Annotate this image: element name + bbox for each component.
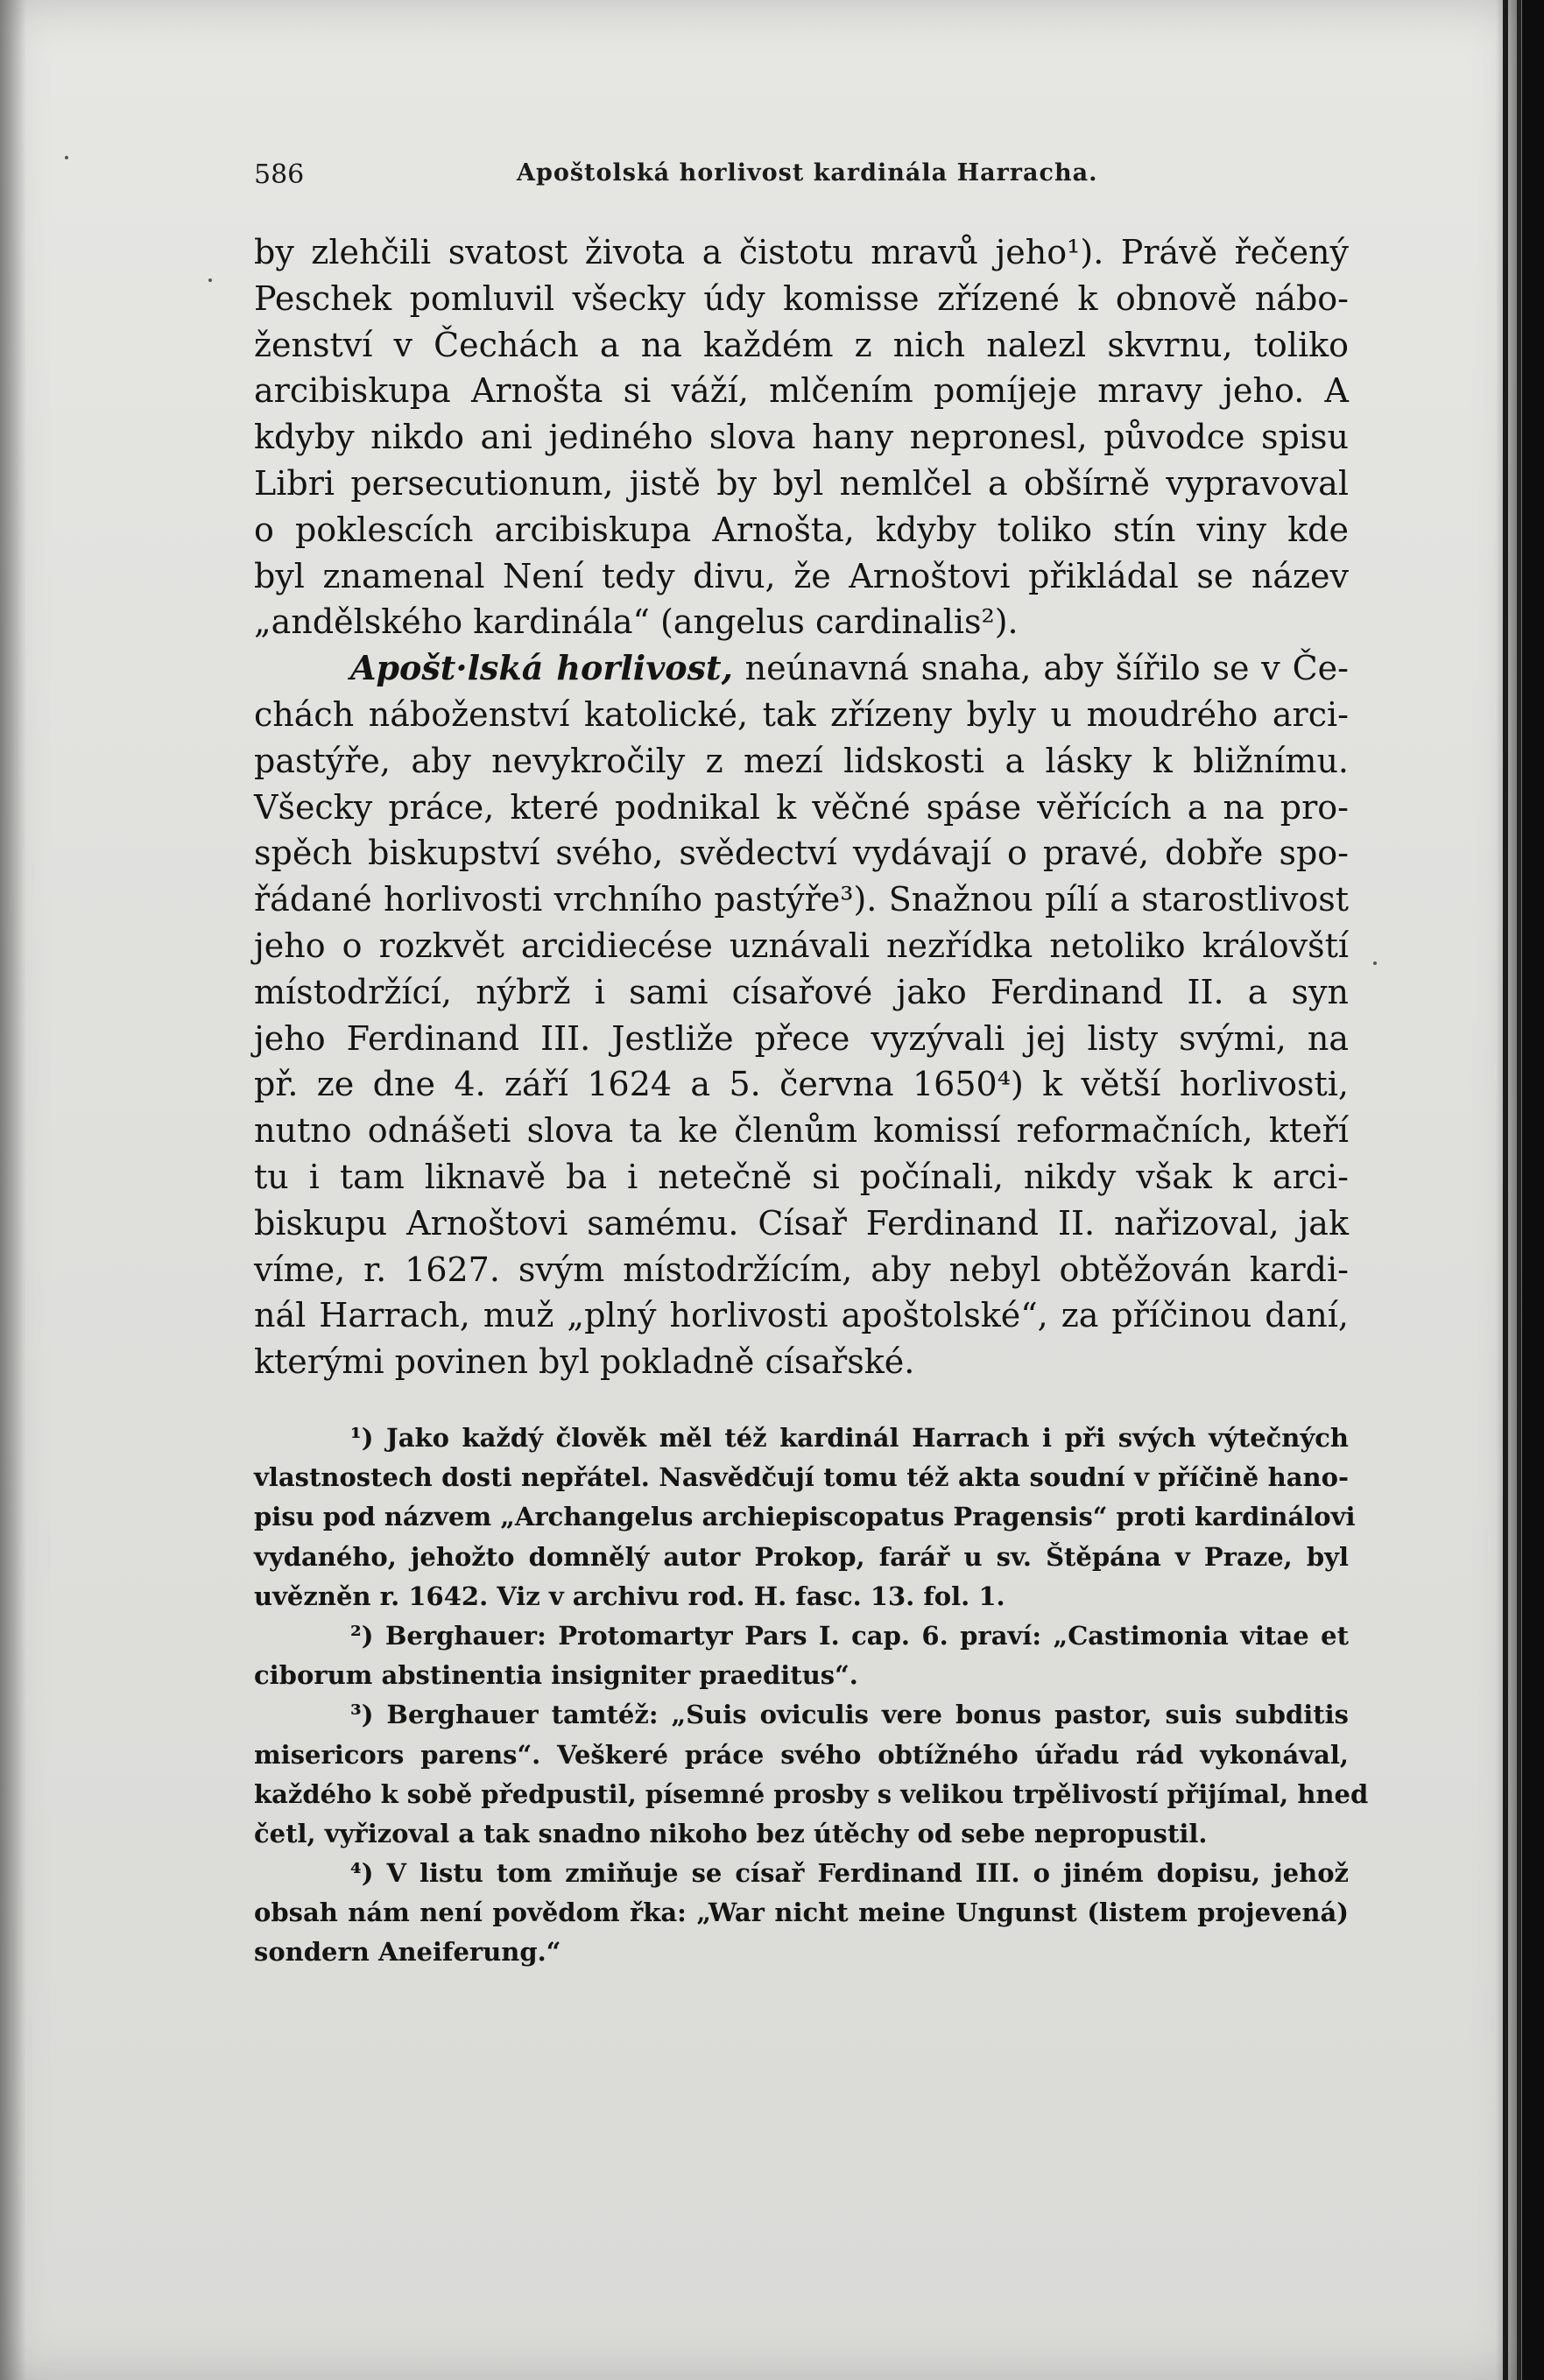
footnote-line: misericors parens“. Veškeré práce svého obtížného úřadu rád vykonával,: [254, 1739, 1349, 1770]
italic-lead: Apošt·lská horlivost,: [350, 648, 733, 688]
body-line: jeho Ferdinand III. Jestliže přece vyzývali jej listy svými, na: [254, 1018, 1349, 1058]
body-line-rest: neúnavná snaha, aby šířilo se v Če-: [744, 649, 1349, 688]
footnote-line: každého k sobě předpustil, písemné prosby s velikou trpělivostí přijímal, hned: [254, 1778, 1369, 1809]
body-line: chách náboženství katolické, tak zřízeny byly u moudrého arci-: [254, 694, 1349, 734]
paragraph-first-line: [254, 645, 1349, 692]
body-line: tu i tam liknavě ba i netečně si počínali, nikdy však k arci-: [254, 1157, 1349, 1196]
body-line: byl znamenal Není tedy divu, že Arnoštovi přikládal se název: [254, 556, 1349, 595]
footnotes: [254, 1419, 1369, 1973]
body-line: nál Harrach, muž „plný horlivosti apoštolské“, za příčinou daní,: [254, 1296, 1349, 1335]
footnote-line: ⁴) V listu tom zmiňuje se císař Ferdinand III. o jiném dopisu, jehož: [350, 1858, 1349, 1889]
footnote-line: sondern Aneiferung.“: [254, 1937, 561, 1968]
footnote-line: ³) Berghauer tamtéž: „Suis oviculis vere bonus pastor, suis subditis: [350, 1700, 1349, 1730]
body-line: ženství v Čechách a na každém z nich nalezl skvrnu, toliko: [254, 325, 1349, 364]
footnote-line: vydaného, jehožto domnělý autor Prokop, farář u sv. Štěpána v Praze, byl: [254, 1541, 1349, 1572]
right-edge-line-outer: [1517, 0, 1521, 2380]
body-line: Peschek pomluvil všecky údy komisse zřízené k obnově nábo-: [254, 278, 1349, 318]
page-number: 586: [254, 159, 305, 190]
footnote-line: uvězněn r. 1642. Viz v archivu rod. H. fasc. 13. fol. 1.: [254, 1581, 1005, 1611]
body-line: nutno odnášeti slova ta ke členům komissí reformačních, kteří: [254, 1111, 1349, 1151]
print-speck: [65, 156, 68, 159]
body-line: pastýře, aby nevykročily z mezí lidskosti a lásky k bližnímu.: [254, 741, 1349, 780]
body-line: víme, r. 1627. svým místodržícím, aby nebyl obtěžován kardi-: [254, 1250, 1349, 1289]
footnote-line: vlastnostech dosti nepřátel. Nasvědčují tomu též akta soudní v příčině hano-: [254, 1462, 1349, 1493]
footnote-line: ¹) Jako každý člověk měl též kardinál Harrach i při svých výtečných: [350, 1423, 1349, 1453]
body-line: řádané horlivosti vrchního pastýře³). Snažnou pílí a starostlivost: [254, 880, 1349, 919]
right-edge-line: [1503, 0, 1508, 2380]
body-line: kdyby nikdo ani jediného slova hany nepronesl, původce spisu: [254, 418, 1349, 457]
footnote-line: ciborum abstinentia insigniter praeditus“.: [254, 1660, 858, 1691]
body-line: arcibiskupa Arnošta si váží, mlčením pomíjeje mravy jeho. A: [254, 371, 1349, 411]
print-speck: [1373, 961, 1377, 965]
body-line: spěch biskupství svého, svědectví vydávají o pravé, dobře spo-: [254, 834, 1349, 873]
running-title: Apoštolská horlivost kardinála Harracha.: [517, 159, 1098, 187]
footnote-line: četl, vyřizoval a tak snadno nikoho bez útěchy od sebe nepropustil.: [254, 1818, 1208, 1848]
body-line: Všecky práce, které podnikal k věčné spáse věřících a na pro-: [254, 787, 1349, 827]
body-line: by zlehčili svatost života a čistotu mravů jeho¹). Právě řečený: [254, 233, 1349, 271]
body-line: biskupu Arnoštovi samému. Císař Ferdinand II. nařizoval, jak: [254, 1203, 1349, 1243]
body-line: jeho o rozkvět arcidiecése uznávali nezřídka netoliko královští: [254, 926, 1349, 965]
footnote-line: pisu pod názvem „Archangelus archiepiscopatus Pragensis“ proti kardinálovi: [254, 1502, 1356, 1532]
page-header: [254, 159, 1349, 194]
footnote-line: obsah nám není povědom řka: „War nicht meine Ungunst (listem projevená): [254, 1898, 1349, 1928]
print-speck: [208, 278, 212, 282]
body-line: kterými povinen byl pokladně císařské.: [254, 1342, 915, 1382]
footnote-line: ²) Berghauer: Protomartyr Pars I. cap. 6. praví: „Castimonia vitae et: [350, 1620, 1349, 1651]
body-line: př. ze dne 4. září 1624 a 5. června 1650⁴) k větší horlivosti,: [254, 1065, 1349, 1104]
body-line: místodržící, nýbrž i sami císařové jako Ferdinand II. a syn: [254, 972, 1349, 1011]
body-line: o poklescích arcibiskupa Arnošta, kdyby toliko stín viny kde: [254, 510, 1349, 549]
body-line: Libri persecutionum, jistě by byl nemlčel a obšírně vypravoval: [254, 463, 1349, 503]
body-line: „andělského kardinála“ (angelus cardinalis²).: [254, 602, 1019, 642]
left-shadow: [0, 0, 26, 2380]
body-text: [254, 229, 1349, 1385]
